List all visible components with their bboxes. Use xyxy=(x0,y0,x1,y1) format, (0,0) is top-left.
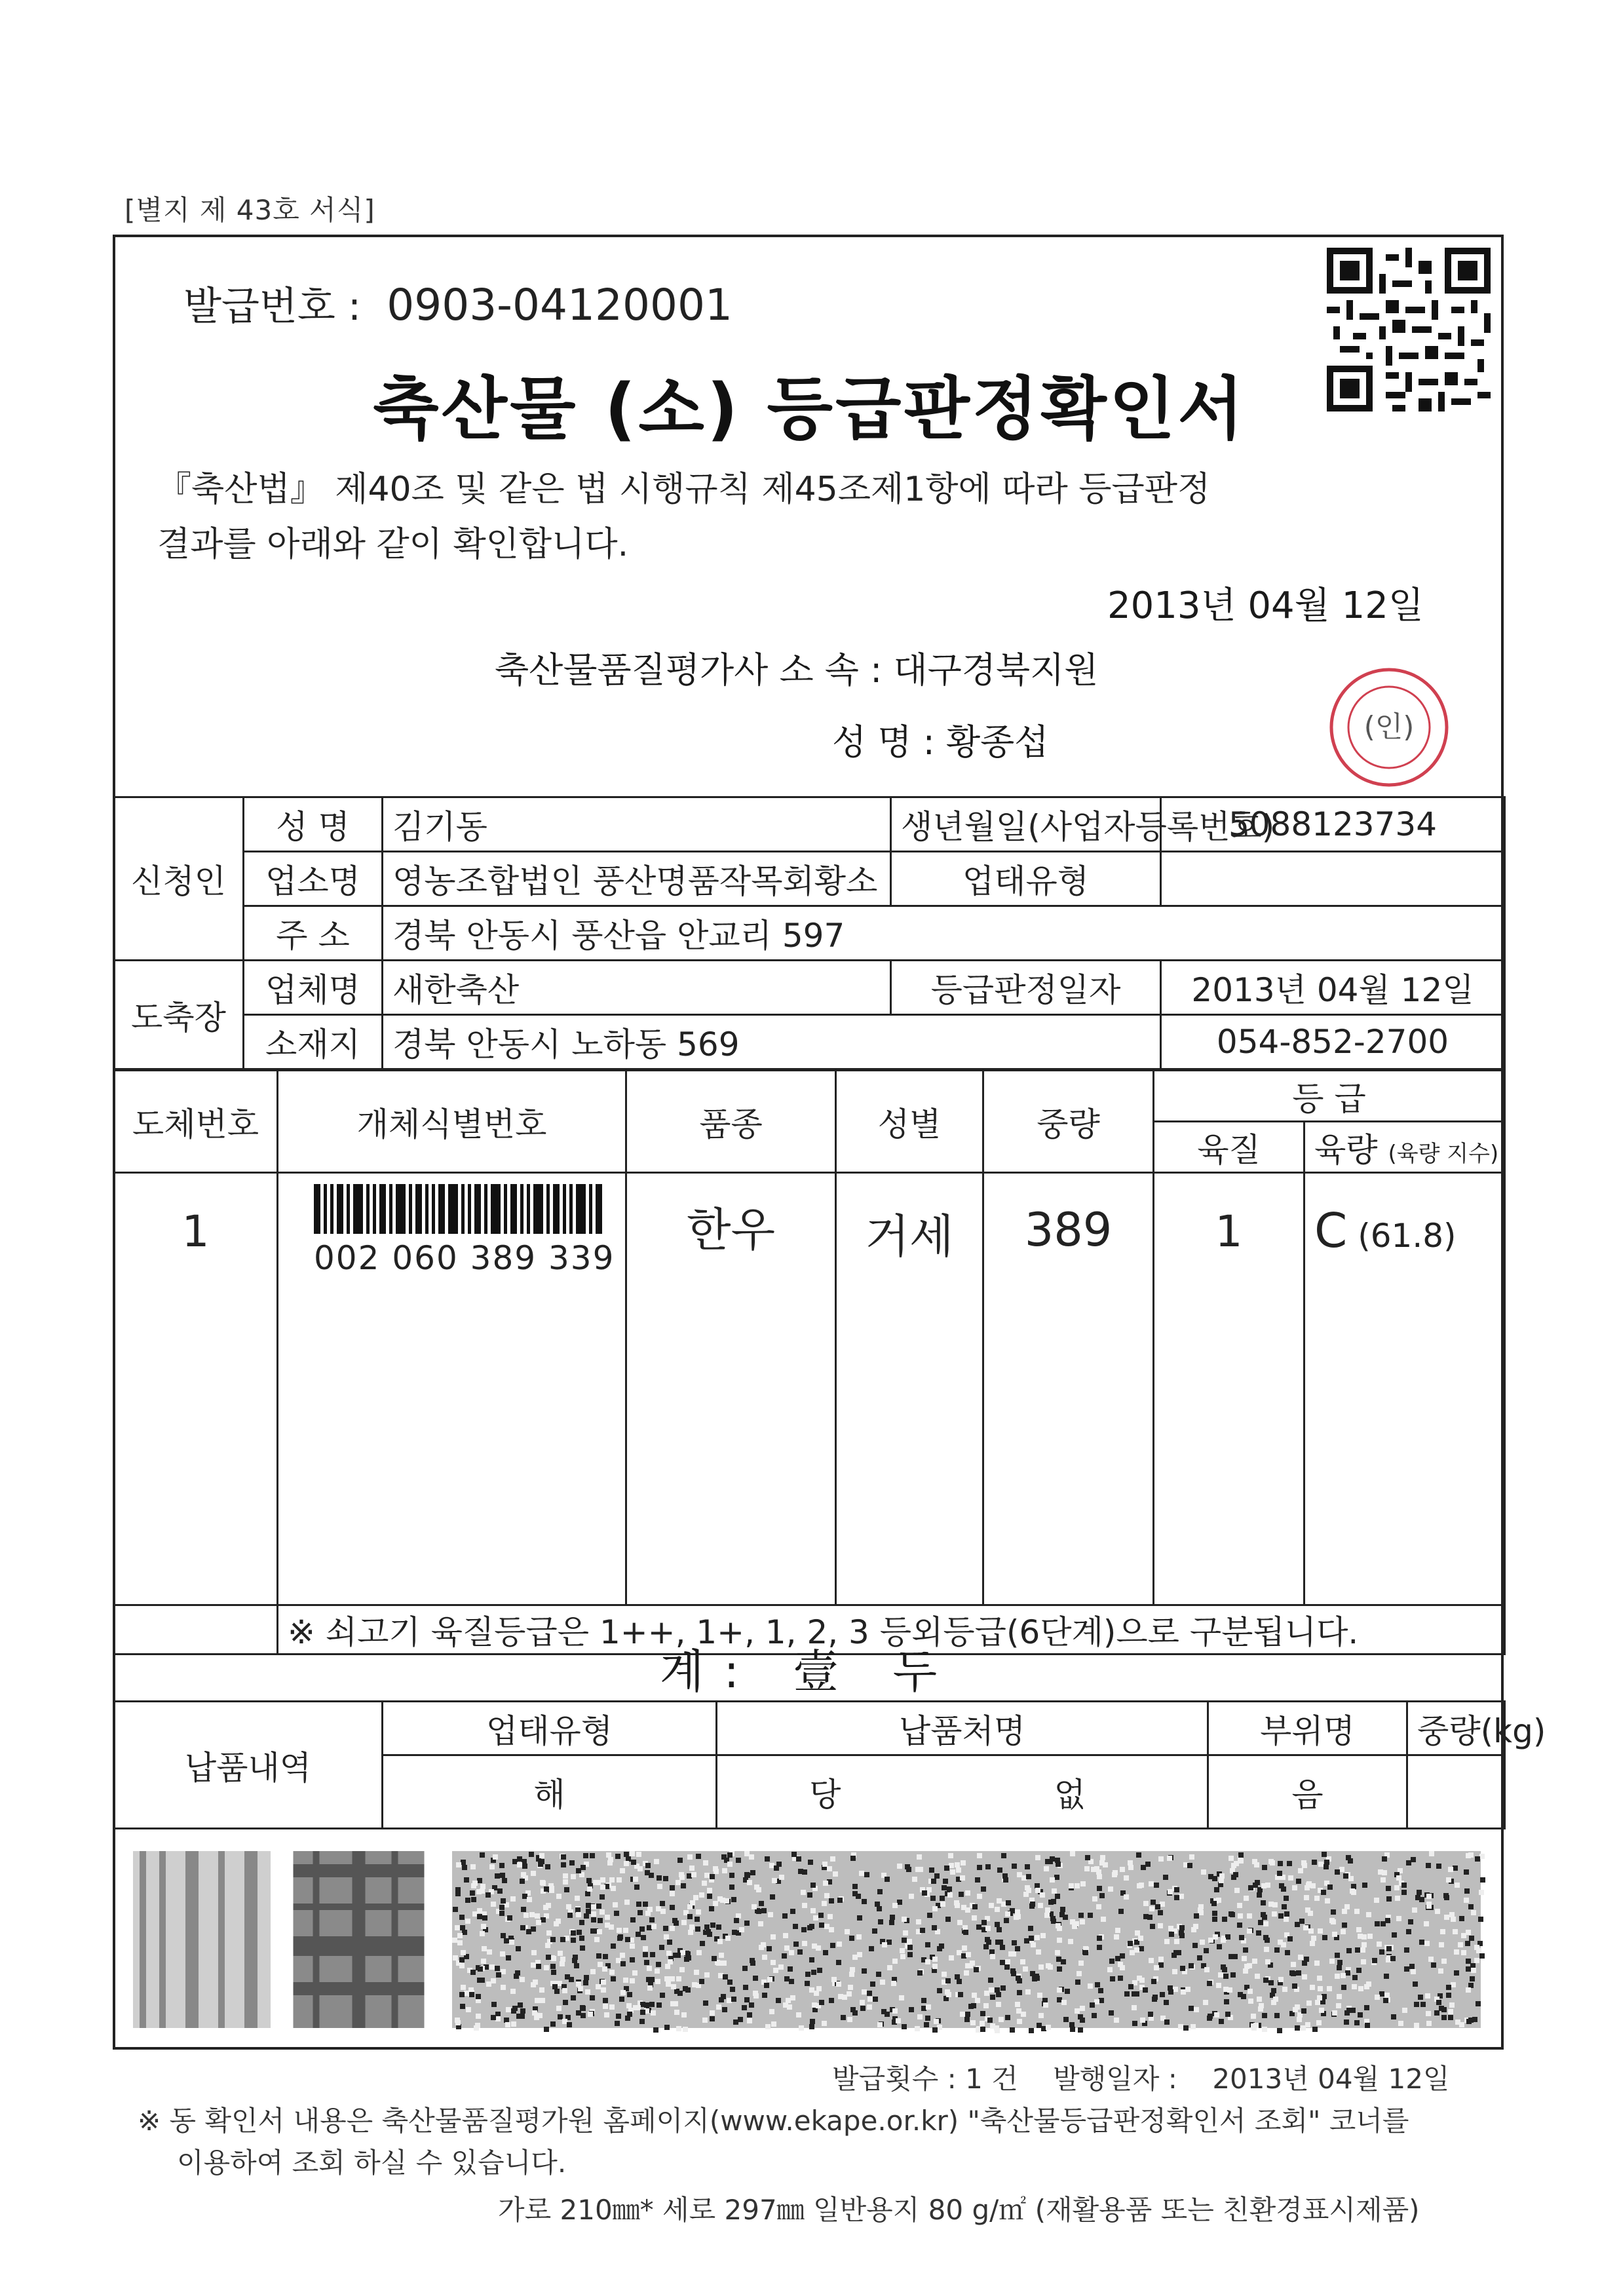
carcass-table xyxy=(113,1069,1506,1655)
issue-date: 2013년 04월 12일 xyxy=(1107,584,1424,627)
official-seal-icon xyxy=(1317,662,1461,793)
grading-date-label: 등급판정일자 xyxy=(891,961,1161,1015)
form-label: [별지 제 43호 서식] xyxy=(124,194,375,226)
footer-issue-info xyxy=(832,2057,1476,2097)
location-value: 경북 안동시 노하동 569 xyxy=(383,1015,1161,1069)
id-cell xyxy=(278,1173,626,1605)
intro-line-1: 『축산법』 제40조 및 같은 법 시행규칙 제45조제1항에 따라 등급판정 xyxy=(157,470,1211,509)
delivery-section-label: 납품내역 xyxy=(114,1702,383,1829)
security-pattern-left-icon xyxy=(133,1851,271,2028)
delivery-header-part: 부위명 xyxy=(1208,1702,1407,1755)
phone-value: 054-852-2700 xyxy=(1161,1015,1505,1069)
evaluator-affiliation: 축산물품질평가사 소 속 : 대구경북지원 xyxy=(495,649,1099,691)
delivery-header-weight: 중량(kg) xyxy=(1407,1702,1505,1755)
header-sex: 성별 xyxy=(836,1071,983,1173)
slaughterhouse-section-label: 도축장 xyxy=(114,961,244,1069)
issue-number-label: 발급번호 : xyxy=(183,284,362,330)
applicant-table xyxy=(113,796,1506,1070)
address-label: 주 소 xyxy=(244,906,383,961)
header-id-no: 개체식별번호 xyxy=(278,1071,626,1173)
delivery-header-destination: 납품처명 xyxy=(717,1702,1208,1755)
delivery-value-2: 당 xyxy=(717,1755,933,1829)
footer-issue-date: 2013년 04월 12일 xyxy=(1212,2063,1450,2095)
grading-date: 2013년 04월 12일 xyxy=(1161,961,1505,1015)
business-name: 영농조합법인 풍산명품작목회황소 xyxy=(383,852,891,906)
barcode-icon xyxy=(314,1184,602,1234)
header-yield xyxy=(1305,1122,1505,1173)
applicant-name-label: 성 명 xyxy=(244,797,383,852)
carcass-no: 1 xyxy=(114,1173,278,1605)
delivery-table xyxy=(113,1700,1546,1829)
birth-label: 생년월일(사업자등록번호) xyxy=(891,797,1161,852)
grade-note: ※ 쇠고기 육질등급은 1++, 1+, 1, 2, 3 등외등급(6단계)으로 구분됩니다. xyxy=(278,1605,1505,1655)
total-count: 계: 壹 두 xyxy=(659,1645,957,1698)
address-value: 경북 안동시 풍산읍 안교리 597 xyxy=(383,906,1505,961)
evaluator-name: 성 명 : 황종섭 xyxy=(832,721,1049,763)
paper-spec: 가로 210㎜* 세로 297㎜ 일반용지 80 g/㎡ (재활용품 또는 친환경표시제품) xyxy=(498,2194,1420,2226)
id-number: 002 060 389 339 xyxy=(314,1239,615,1277)
weight-value: 389 xyxy=(983,1173,1154,1605)
issue-count: 발급횟수 : 1 건 xyxy=(832,2063,1018,2095)
location-label: 소재지 xyxy=(244,1015,383,1069)
intro-text xyxy=(157,462,1402,572)
business-type-label: 업태유형 xyxy=(891,852,1161,906)
business-label: 업소명 xyxy=(244,852,383,906)
notice-line-2: 이용하여 조회 하실 수 있습니다. xyxy=(177,2147,567,2179)
delivery-value-1: 해 xyxy=(383,1755,717,1829)
business-type-value xyxy=(1161,852,1505,906)
yield-grade: C xyxy=(1314,1203,1348,1258)
delivery-value-3: 없 xyxy=(933,1755,1208,1829)
security-pattern-main-icon xyxy=(452,1851,1481,2028)
delivery-value-4: 음 xyxy=(1208,1755,1407,1829)
header-breed: 품종 xyxy=(626,1071,836,1173)
seal-text: (인) xyxy=(1363,710,1415,744)
applicant-name: 김기동 xyxy=(383,797,891,852)
birth-value: 5088123734 xyxy=(1161,797,1505,852)
notice-line-1: ※ 동 확인서 내용은 축산물품질평가원 홈페이지(www.ekape.or.kr) "축산물등급판정확인서 조회" 코너를 xyxy=(138,2105,1409,2137)
footer-notice xyxy=(138,2100,1514,2184)
delivery-header-type: 업태유형 xyxy=(383,1702,717,1755)
security-pattern-middle-icon xyxy=(292,1851,426,2028)
yield-cell xyxy=(1305,1173,1505,1605)
company-label: 업체명 xyxy=(244,961,383,1015)
sex-value: 거세 xyxy=(836,1173,983,1605)
header-weight: 중량 xyxy=(983,1071,1154,1173)
company-name: 새한축산 xyxy=(383,961,891,1015)
header-grade: 등 급 xyxy=(1154,1071,1505,1122)
footer-issue-date-label: 발행일자 : xyxy=(1053,2063,1177,2095)
header-yield-label: 육량 xyxy=(1314,1130,1378,1169)
header-quality: 육질 xyxy=(1154,1122,1305,1173)
quality-grade: 1 xyxy=(1154,1173,1305,1605)
header-yield-index: (육량 지수) xyxy=(1388,1140,1499,1167)
issue-number xyxy=(183,275,733,332)
breed-value: 한우 xyxy=(626,1173,836,1605)
intro-line-2: 결과를 아래와 같이 확인합니다. xyxy=(157,525,629,564)
yield-index: (61.8) xyxy=(1358,1217,1457,1255)
document-title: 축산물 (소) 등급판정확인서 xyxy=(373,369,1246,449)
table-row xyxy=(114,1173,1505,1605)
header-carcass-no: 도체번호 xyxy=(114,1071,278,1173)
issue-number-value: 0903-04120001 xyxy=(387,280,733,330)
applicant-section-label: 신청인 xyxy=(114,797,244,961)
delivery-value-5 xyxy=(1407,1755,1505,1829)
